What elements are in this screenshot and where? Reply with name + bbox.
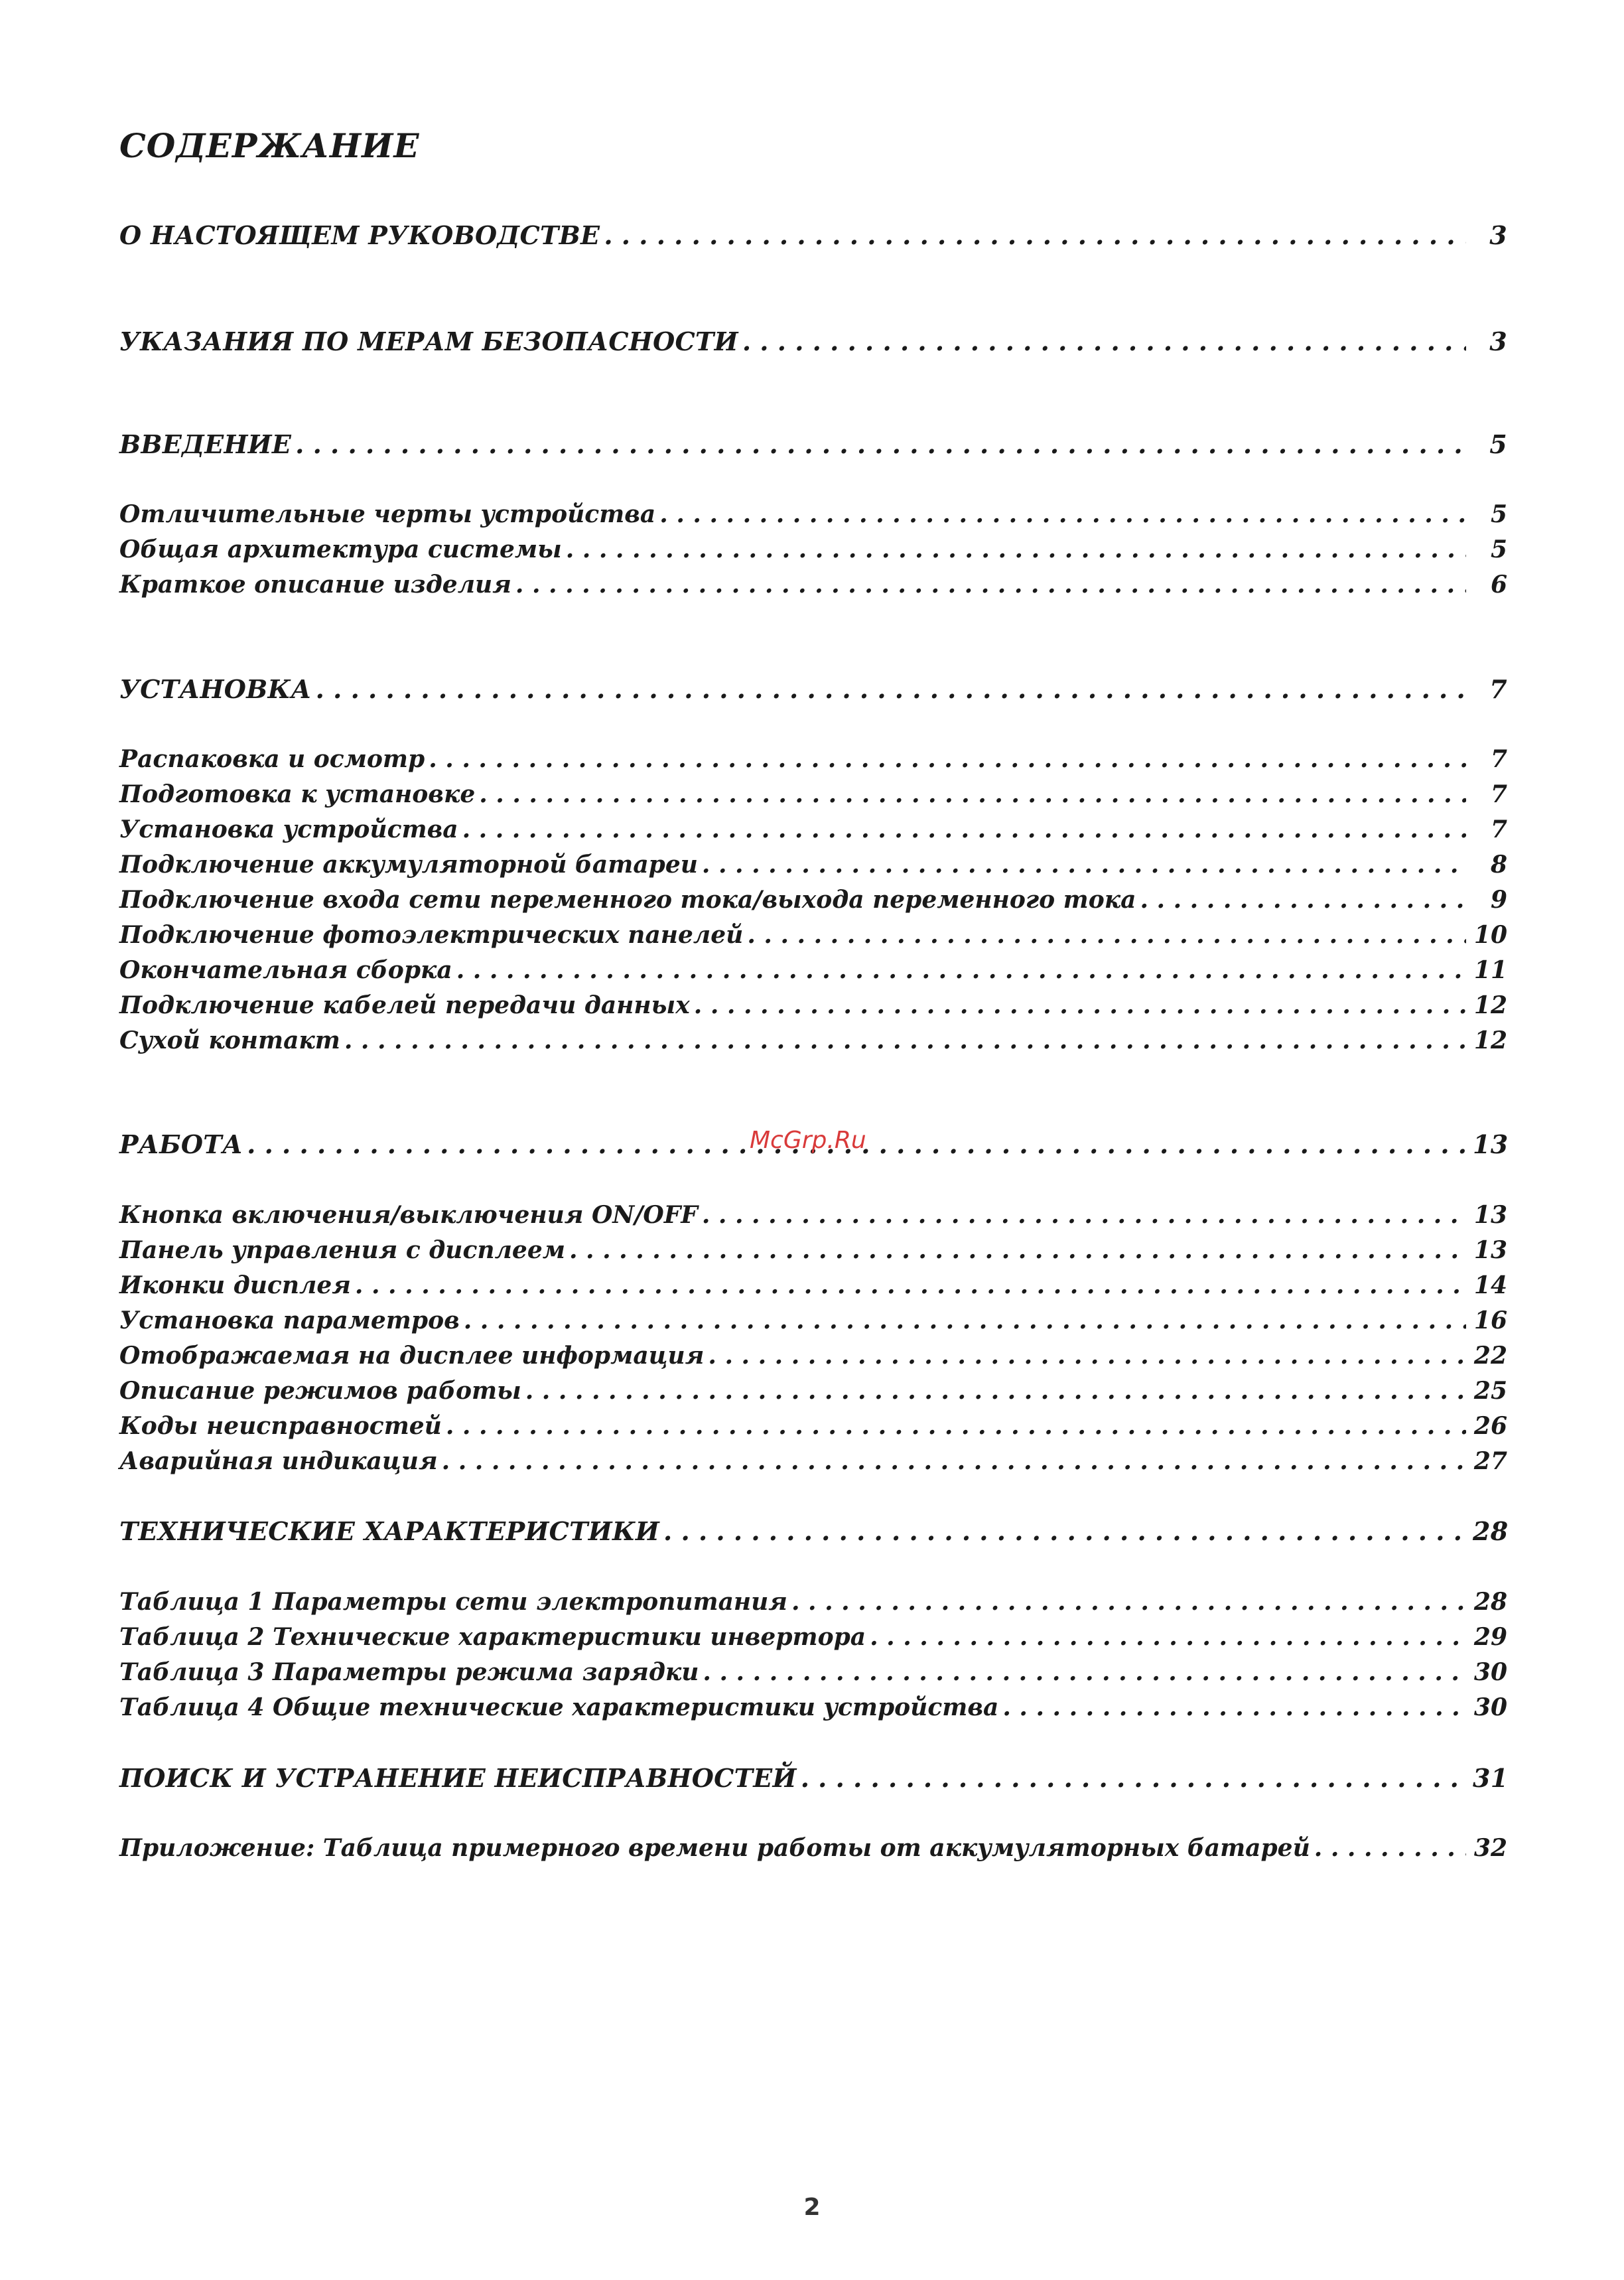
toc-entry-page: 14: [1473, 1271, 1507, 1299]
dot-leader: [515, 568, 1466, 601]
toc-entry-label: Подключение входа сети переменного тока/выхода переменного тока: [119, 886, 1136, 914]
toc-entry: [119, 1585, 1507, 1618]
dot-leader: [1314, 1831, 1466, 1865]
toc-entry: [119, 883, 1507, 916]
toc-entry-page: 30: [1473, 1658, 1507, 1686]
toc-entry-page: 7: [1489, 674, 1507, 704]
dot-leader: [663, 1515, 1466, 1548]
toc-entry-page: 3: [1489, 220, 1507, 250]
toc-entry-label: Подключение кабелей передачи данных: [119, 991, 690, 1019]
toc-entry: [119, 1656, 1507, 1689]
dot-leader: [456, 954, 1466, 987]
toc-entry: [119, 1620, 1507, 1654]
dot-leader: [702, 1198, 1466, 1232]
dot-leader: [569, 1234, 1466, 1267]
toc-entry-label: Подготовка к установке: [119, 780, 476, 808]
toc-entry: [119, 428, 1507, 461]
toc-entry-label: Установка параметров: [119, 1307, 460, 1334]
page-number: 2: [803, 2194, 821, 2221]
toc-entry-label: Таблица 4 Общие технические характеристики устройства: [119, 1693, 999, 1721]
toc-entry-label: Таблица 3 Параметры режима зарядки: [119, 1658, 699, 1686]
dot-leader: [742, 325, 1466, 358]
toc-entry-page: 12: [1473, 991, 1507, 1019]
toc-entry: [119, 219, 1507, 252]
dot-leader: [316, 673, 1466, 706]
toc-entry-page: 9: [1490, 886, 1507, 914]
toc-entry: [119, 568, 1507, 601]
toc-entry-label: ПОИСК И УСТРАНЕНИЕ НЕИСПРАВНОСТЕЙ: [119, 1763, 797, 1793]
toc-entry: [119, 498, 1507, 531]
toc-entry-label: УКАЗАНИЯ ПО МЕРАМ БЕЗОПАСНОСТИ: [119, 326, 738, 356]
toc-entry-page: 5: [1489, 429, 1507, 459]
toc-entry-label: Общая архитектура системы: [119, 535, 562, 563]
toc-entry-page: 12: [1473, 1027, 1507, 1054]
toc-entry-label: Таблица 2 Технические характеристики инвертора: [119, 1623, 866, 1651]
toc-entry: [119, 1691, 1507, 1724]
toc-entry-page: 13: [1473, 1129, 1509, 1159]
dot-leader: [464, 1304, 1466, 1337]
toc-entry-label: Подключение фотоэлектрических панелей: [119, 921, 744, 949]
watermark: McGrp.Ru: [750, 1127, 866, 1154]
toc-entry-page: 5: [1490, 500, 1507, 528]
dot-leader: [659, 498, 1466, 531]
toc-entry-label: Аварийная индикация: [119, 1447, 438, 1475]
toc-entry: [119, 1831, 1507, 1865]
toc-entry-page: 10: [1473, 921, 1507, 949]
dot-leader: [1002, 1691, 1466, 1724]
toc-entry-page: 7: [1490, 816, 1507, 843]
dot-leader: [566, 533, 1466, 566]
toc-entry-page: 30: [1473, 1693, 1507, 1721]
toc-entry: [119, 1269, 1507, 1302]
dot-leader: [446, 1409, 1466, 1443]
toc-entry-label: Краткое описание изделия: [119, 571, 511, 599]
toc-entry: [119, 1409, 1507, 1443]
toc-entry-label: Установка устройства: [119, 816, 458, 843]
toc-entry: [119, 533, 1507, 566]
toc-entry-page: 11: [1473, 956, 1507, 984]
toc-entry-label: Таблица 1 Параметры сети электропитания: [119, 1588, 787, 1616]
toc-entry-page: 13: [1473, 1236, 1507, 1264]
toc-entry-page: 13: [1473, 1201, 1507, 1229]
dot-leader: [1140, 883, 1466, 916]
dot-leader: [344, 1024, 1466, 1057]
toc-entry-page: 32: [1473, 1834, 1507, 1862]
toc-entry-label: Иконки дисплея: [119, 1271, 351, 1299]
toc-entry: [119, 918, 1507, 952]
toc-entry: [119, 989, 1507, 1022]
toc-entry-label: Отображаемая на дисплее информация: [119, 1342, 705, 1370]
dot-leader: [442, 1445, 1466, 1478]
toc-entry-label: Отличительные черты устройства: [119, 500, 656, 528]
toc-entry: [119, 848, 1507, 881]
toc-entry-page: 27: [1473, 1447, 1507, 1475]
toc-entry: [119, 1339, 1507, 1372]
toc-entry-label: УСТАНОВКА: [119, 674, 312, 704]
toc-entry-label: Сухой контакт: [119, 1027, 340, 1054]
toc-entry: [119, 325, 1507, 358]
dot-leader: [708, 1339, 1466, 1372]
toc-entry-label: Окончательная сборка: [119, 956, 452, 984]
dot-leader: [801, 1762, 1466, 1795]
dot-leader: [429, 743, 1466, 776]
toc-entry-page: 29: [1473, 1623, 1507, 1651]
toc-entry-page: 16: [1473, 1307, 1507, 1334]
dot-leader: [870, 1620, 1466, 1654]
dot-leader: [703, 1656, 1466, 1689]
toc-entry-label: Коды неисправностей: [119, 1412, 442, 1440]
toc-entry: [119, 673, 1507, 706]
toc-entry: [119, 1374, 1507, 1407]
dot-leader: [791, 1585, 1466, 1618]
toc-entry: [119, 1445, 1507, 1478]
toc-entry: [119, 743, 1507, 776]
toc-entry: [119, 1762, 1507, 1795]
toc-entry-label: РАБОТА: [119, 1129, 243, 1159]
toc-entry-label: Распаковка и осмотр: [119, 745, 425, 773]
toc-entry: [119, 778, 1507, 811]
toc-entry-label: ТЕХНИЧЕСКИЕ ХАРАКТЕРИСТИКИ: [119, 1516, 660, 1546]
toc-entry-label: Кнопка включения/выключения ON/OFF: [119, 1201, 698, 1229]
dot-leader: [462, 813, 1466, 846]
toc-entry: [119, 813, 1507, 846]
dot-leader: [604, 219, 1466, 252]
toc-entry: [119, 954, 1507, 987]
dot-leader: [295, 428, 1466, 461]
toc-entry-page: 5: [1490, 535, 1507, 563]
toc-entry: [119, 1198, 1507, 1232]
toc-entry-page: 3: [1489, 326, 1507, 356]
dot-leader: [355, 1269, 1466, 1302]
toc-entry: [119, 1515, 1507, 1548]
toc-entry-label: О НАСТОЯЩЕМ РУКОВОДСТВЕ: [119, 220, 600, 250]
dot-leader: [525, 1374, 1466, 1407]
toc-entry-page: 8: [1490, 851, 1507, 879]
toc-entry-label: Описание режимов работы: [119, 1377, 521, 1405]
toc-entry-page: 26: [1473, 1412, 1507, 1440]
toc-entry-page: 28: [1473, 1516, 1509, 1546]
toc-entry-label: Панель управления с дисплеем: [119, 1236, 565, 1264]
dot-leader: [702, 848, 1466, 881]
toc-entry-label: ВВЕДЕНИЕ: [119, 429, 292, 459]
toc-entry: [119, 1304, 1507, 1337]
page-title: СОДЕРЖАНИЕ: [119, 126, 420, 165]
dot-leader: [694, 989, 1466, 1022]
toc-entry: [119, 1234, 1507, 1267]
toc-entry-page: 28: [1473, 1588, 1507, 1616]
toc-entry-page: 7: [1490, 780, 1507, 808]
toc-entry: [119, 1024, 1507, 1057]
toc-entry-page: 22: [1473, 1342, 1507, 1370]
dot-leader: [747, 918, 1466, 952]
toc-entry-page: 31: [1473, 1763, 1509, 1793]
dot-leader: [479, 778, 1466, 811]
toc-entry-page: 25: [1473, 1377, 1507, 1405]
toc-entry-label: Подключение аккумуляторной батареи: [119, 851, 698, 879]
toc-entry-label: Приложение: Таблица примерного времени работы от аккумуляторных батарей: [119, 1834, 1310, 1862]
toc-entry-page: 6: [1490, 571, 1507, 599]
toc-entry-page: 7: [1490, 745, 1507, 773]
